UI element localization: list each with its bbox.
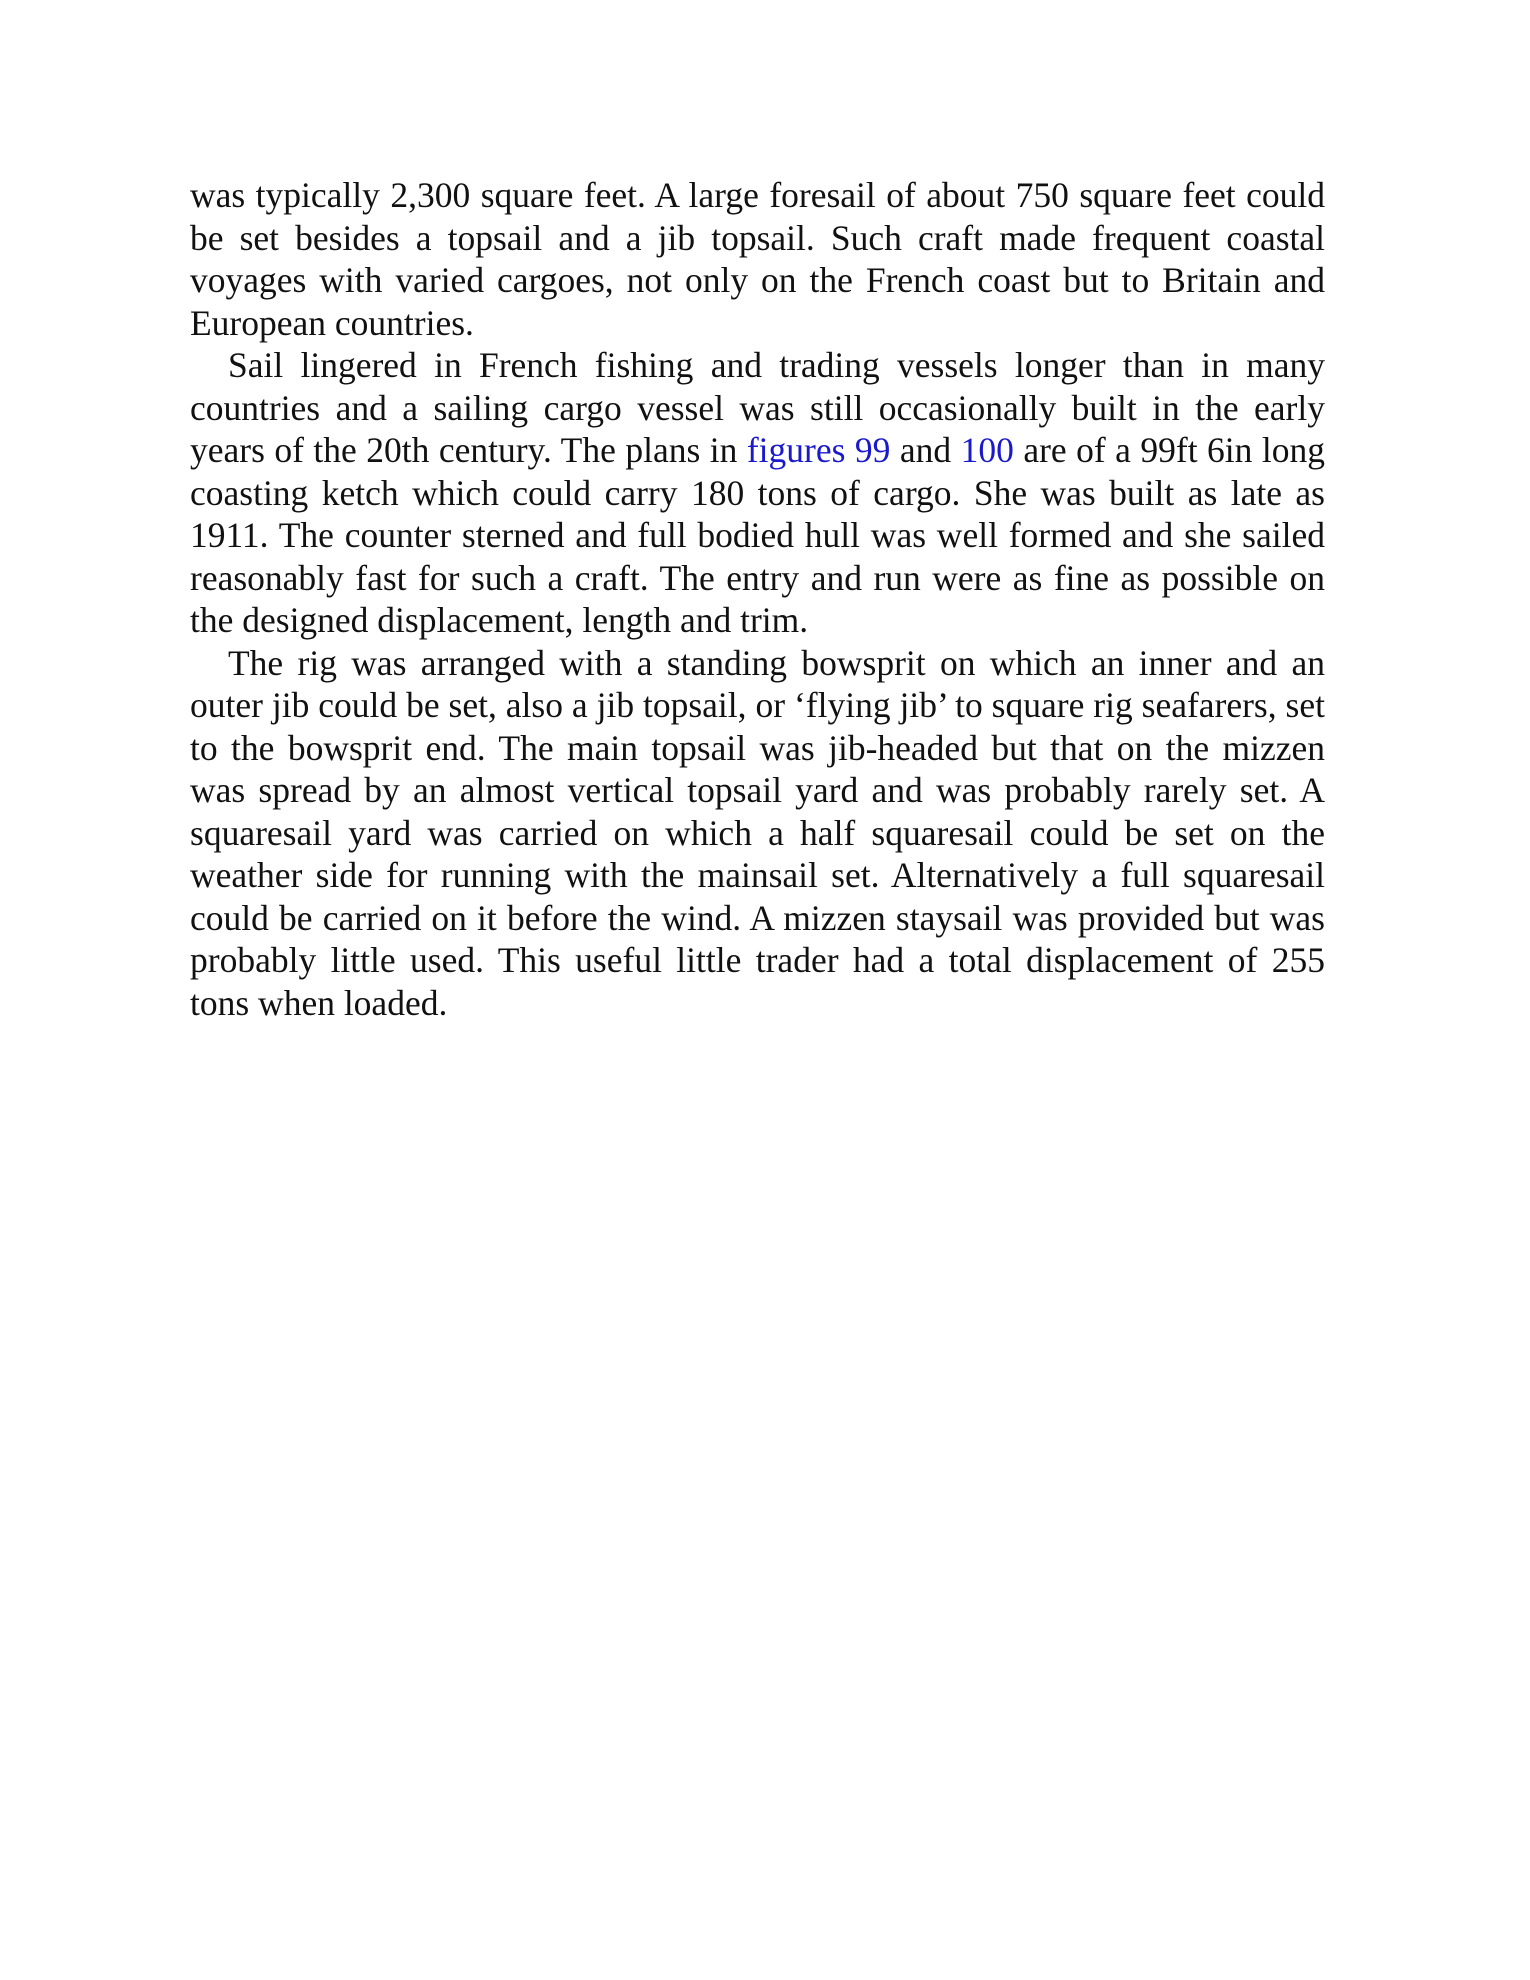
paragraph-2-text-after: are of a 99ft 6in long coasting ketch which could carry 180 tons of cargo. She was built as late as 1911. The counter sterned and full bodied hull was well formed and she sailed reasonably fast for such a craft. The entry and run were as fine as possible on the designed displacement, length and trim. [190,430,1325,640]
paragraph-3: The rig was arranged with a standing bowsprit on which an inner and an outer jib could be set, also a jib topsail, or ‘flying jib’ to square rig seafarers, set to the bowsprit end. The main topsail was jib-headed but that on the mizzen was spread by an almost vertical topsail yard and was probably rarely set. A squaresail yard was carried on which a half squaresail could be set on the weather side for running with the mainsail set. Alternatively a full squaresail could be carried on it before the wind. A mizzen staysail was provided but was probably little used. This useful little trader had a total displacement of 255 tons when loaded. [190,642,1325,1023]
paragraph-2-text-before: Sail lingered in French fishing and trading vessels longer than in many countries and a sailing cargo vessel was still occasionally built in the early years of the 20th century. The plans in [190,345,1325,470]
figure-99-link[interactable]: figures 99 [746,430,891,470]
paragraph-2 [190,344,1325,642]
figure-100-link[interactable]: 100 [960,430,1014,470]
document-page [190,174,1325,1024]
paragraph-1: was typically 2,300 square feet. A large foresail of about 750 square feet could be set besides a topsail and a jib topsail. Such craft made frequent coastal voyages with varied cargoes, not only on the French coast but to Britain and European countries. [190,175,1325,343]
paragraph-2-text-middle: and [890,430,961,470]
